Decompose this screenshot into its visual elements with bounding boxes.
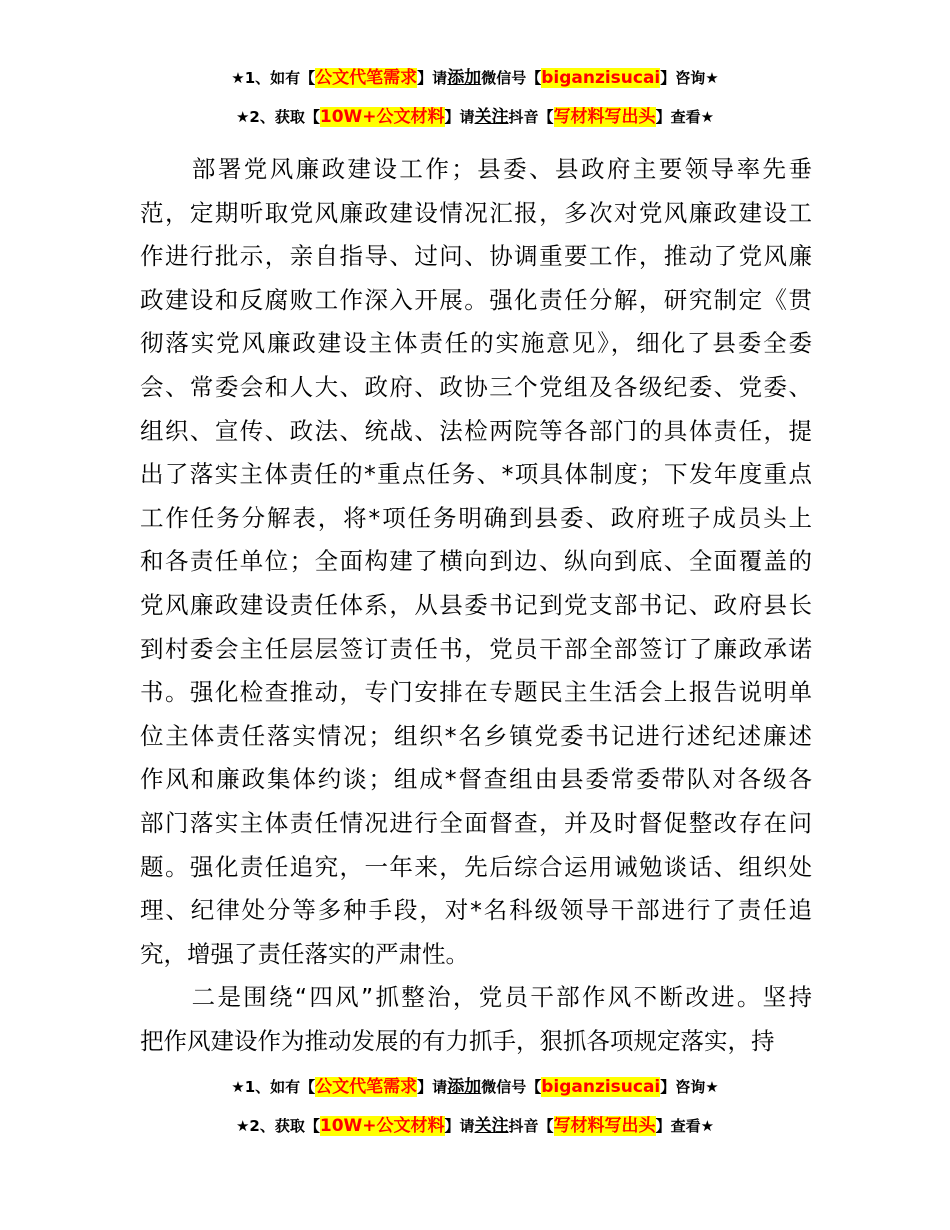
banner-underline: 添加: [447, 68, 482, 88]
banner-text: ★1、如有【: [231, 69, 316, 87]
banner-text: 抖音【: [508, 1117, 554, 1135]
banner-underline: 关注: [474, 1116, 509, 1136]
paragraph: [140, 976, 812, 1063]
text-line: 把作风建设作为推动发展的有力抓手，狠抓各项规定落实，持: [140, 1026, 775, 1055]
banner-highlight: biganzisucai: [541, 1077, 661, 1097]
text-line: 作风和廉政集体约谈；组成*督查组由县委常委带队对各级各: [140, 765, 812, 794]
text-line: 书。强化检查推动，专门安排在专题民主生活会上报告说明单: [140, 678, 812, 707]
bottom-banner-1: [0, 1075, 950, 1099]
banner-highlight: 10W+公文材料: [319, 1116, 445, 1136]
text-line: 和各责任单位；全面构建了横向到边、纵向到底、全面覆盖的: [140, 547, 812, 576]
banner-text: 】请: [417, 1078, 448, 1096]
text-line: 部署党风廉政建设工作；县委、县政府主要领导率先垂: [140, 155, 812, 183]
text-line: 出了落实主体责任的*重点任务、*项具体制度；下发年度重点: [140, 460, 812, 489]
banner-text: 】查看★: [655, 1117, 715, 1135]
banner-underline: 添加: [447, 1077, 482, 1097]
text-line: 彻落实党风廉政建设主体责任的实施意见》，细化了县委全委: [140, 329, 812, 358]
text-line: 理、纪律处分等多种手段，对*名科级领导干部进行了责任追: [140, 896, 812, 925]
banner-text: 】请: [444, 1117, 475, 1135]
banner-text: 抖音【: [508, 108, 554, 126]
text-line: 作进行批示，亲自指导、过问、协调重要工作，推动了党风廉: [140, 242, 812, 271]
banner-highlight: 公文代笔需求: [315, 1077, 418, 1097]
banner-highlight: 写材料写出头: [553, 1116, 656, 1136]
text-line: 究，增强了责任落实的严肃性。: [140, 939, 469, 968]
banner-underline: 关注: [474, 107, 509, 127]
banner-text: 微信号【: [481, 69, 542, 87]
paragraph: [140, 148, 812, 976]
banner-highlight: biganzisucai: [541, 68, 661, 88]
text-line: 组织、宣传、政法、统战、法检两院等各部门的具体责任，提: [140, 416, 812, 445]
text-line: 政建设和反腐败工作深入开展。强化责任分解，研究制定《贯: [140, 285, 812, 314]
text-line: 二是围绕“四风”抓整治，党员干部作风不断改进。坚持: [140, 983, 812, 1012]
banner-highlight: 公文代笔需求: [315, 68, 418, 88]
text-line: 题。强化责任追究，一年来，先后综合运用诫勉谈话、组织处: [140, 852, 812, 881]
document-body: [140, 148, 812, 1063]
text-line: 会、常委会和人大、政府、政协三个党组及各级纪委、党委、: [140, 372, 812, 401]
banner-text: ★2、获取【: [235, 1117, 320, 1135]
text-line: 工作任务分解表，将*项任务明确到县委、政府班子成员头上: [140, 503, 812, 532]
banner-text: 】查看★: [655, 108, 715, 126]
text-line: 党风廉政建设责任体系，从县委书记到党支部书记、政府县长: [140, 590, 812, 619]
top-banner-1: [0, 66, 950, 90]
banner-text: 】咨询★: [660, 69, 719, 87]
text-line: 位主体责任落实情况；组织*名乡镇党委书记进行述纪述廉述: [140, 721, 812, 750]
bottom-banner-2: [0, 1114, 950, 1138]
banner-text: ★2、获取【: [235, 108, 320, 126]
banner-text: 微信号【: [481, 1078, 542, 1096]
banner-highlight: 10W+公文材料: [319, 107, 445, 127]
banner-text: 】请: [417, 69, 448, 87]
text-line: 部门落实主体责任情况进行全面督查，并及时督促整改存在问: [140, 808, 812, 837]
banner-text: 】请: [444, 108, 475, 126]
banner-text: 】咨询★: [660, 1078, 719, 1096]
text-line: 到村委会主任层层签订责任书，党员干部全部签订了廉政承诺: [140, 634, 812, 663]
top-banner-2: [0, 105, 950, 129]
banner-highlight: 写材料写出头: [553, 107, 656, 127]
banner-text: ★1、如有【: [231, 1078, 316, 1096]
text-line: 范，定期听取党风廉政建设情况汇报，多次对党风廉政建设工: [140, 198, 812, 227]
